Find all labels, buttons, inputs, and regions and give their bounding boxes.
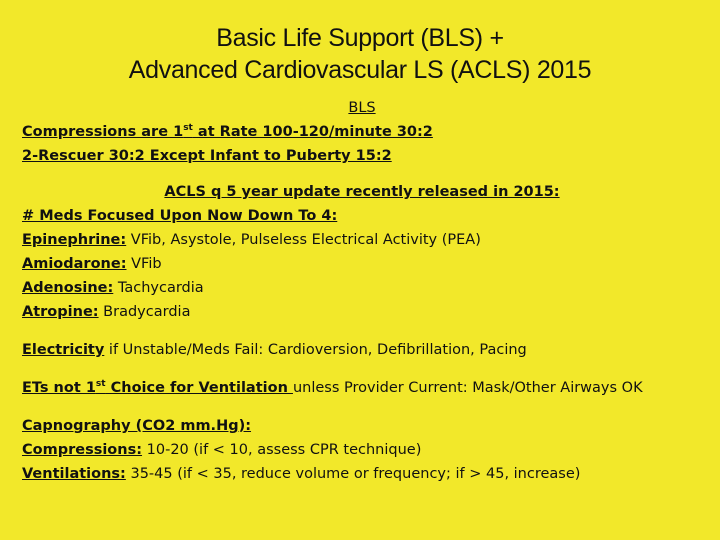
bls-compressions	[22, 120, 702, 144]
compressions-sup: st	[183, 123, 193, 134]
bls-heading-text: BLS	[348, 100, 376, 116]
ets-sup: st	[95, 379, 106, 390]
ets-post: Choice for Ventilation	[105, 380, 293, 396]
title-line-1: Basic Life Support (BLS) +	[216, 24, 504, 52]
med-desc: VFib	[126, 256, 162, 272]
capno-label: Ventilations:	[22, 466, 126, 482]
med-desc: Tachycardia	[113, 280, 204, 296]
electricity-text: if Unstable/Meds Fail: Cardioversion, Defibrillation, Pacing	[104, 342, 527, 358]
med-name: Amiodarone:	[22, 256, 127, 272]
med-epinephrine	[22, 228, 702, 252]
med-name: Adenosine:	[22, 280, 114, 296]
title-line-2: Advanced Cardiovascular LS (ACLS) 2015	[128, 56, 592, 84]
ets-text: unless Provider Current: Mask/Other Airways OK	[292, 380, 643, 396]
ets-line	[22, 376, 702, 400]
bls-heading	[22, 96, 702, 120]
meds-heading: # Meds Focused Upon Now Down To 4:	[22, 208, 338, 224]
med-amiodarone	[22, 252, 702, 276]
compressions-rate: at Rate 100-120/minute 30:2	[192, 124, 433, 140]
slide-title	[0, 22, 720, 86]
capno-text: 10-20 (if < 10, assess CPR technique)	[142, 442, 422, 458]
med-name: Atropine:	[22, 304, 99, 320]
med-name: Epinephrine:	[22, 232, 127, 248]
slide-body	[22, 96, 702, 486]
med-adenosine	[22, 276, 702, 300]
med-desc: Bradycardia	[98, 304, 191, 320]
capnography-heading: Capnography (CO2 mm.Hg):	[22, 418, 252, 434]
compressions-text: Compressions are 1	[22, 124, 184, 140]
acls-heading	[22, 180, 702, 204]
med-desc: VFib, Asystole, Pulseless Electrical Activity (PEA)	[126, 232, 481, 248]
electricity-line	[22, 338, 702, 362]
bls-rescuer: 2-Rescuer 30:2 Except Infant to Puberty 15:2	[22, 148, 392, 164]
capno-text: 35-45 (if < 35, reduce volume or frequency; if > 45, increase)	[125, 466, 581, 482]
acls-heading-text: ACLS q 5 year update recently released in 2015:	[164, 184, 560, 200]
capno-ventilations	[22, 462, 702, 486]
electricity-label: Electricity	[22, 342, 105, 358]
capno-label: Compressions:	[22, 442, 143, 458]
capno-compressions	[22, 438, 702, 462]
ets-pre: ETs not 1	[22, 380, 96, 396]
med-atropine	[22, 300, 702, 324]
ets-label	[22, 380, 293, 396]
